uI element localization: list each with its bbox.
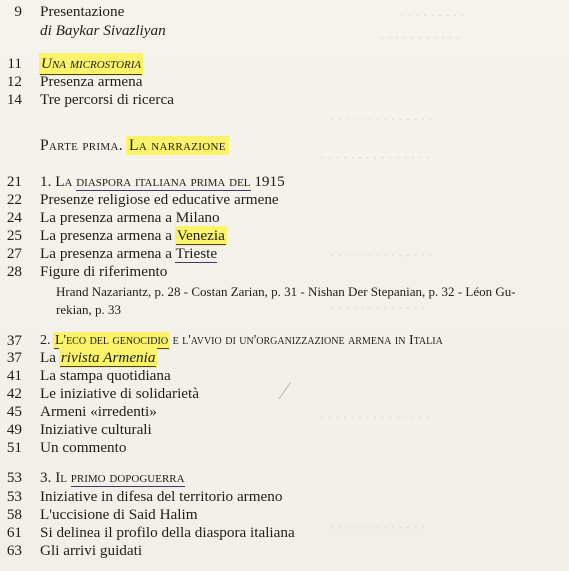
page-number: 24 <box>6 209 22 226</box>
page-number: 37 <box>6 332 22 349</box>
bleed-through-text: · · · · · · · · · · · · · · <box>330 248 433 263</box>
chapter-title-b: L'eco del genocidio <box>55 333 169 348</box>
part-heading <box>40 136 228 156</box>
entry-title: Tre percorsi di ricerca <box>40 91 174 108</box>
part-heading-prefix: Parte prima. <box>40 137 128 154</box>
toc-entry <box>0 541 569 561</box>
toc-entry <box>0 487 569 507</box>
page-number: 51 <box>6 439 22 456</box>
entry-title: Si delinea il profilo della diaspora italiana <box>40 524 295 541</box>
toc-chapter <box>0 468 569 488</box>
toc-entry <box>0 348 569 368</box>
chapter-title-b: primo dopoguerra <box>70 469 185 486</box>
toc-entry-author <box>0 21 569 41</box>
entry-title-a: La <box>40 349 60 366</box>
entry-title: Un commento <box>40 439 127 456</box>
bleed-through-text: · · · · · · · · · · · · · <box>330 300 426 315</box>
toc-entry <box>0 262 569 282</box>
toc-entry <box>0 438 569 458</box>
page-number: 12 <box>6 73 22 90</box>
toc-entry <box>0 2 569 22</box>
page-number: 37 <box>6 349 22 366</box>
entry-title: L'uccisione di Said Halim <box>40 506 198 523</box>
entry-title: Iniziative culturali <box>40 421 152 438</box>
entry-title: Gli arrivi guidati <box>40 542 143 559</box>
toc-entry <box>0 90 569 110</box>
toc-entry <box>0 402 569 422</box>
entry-title-a: La presenza armena a <box>40 245 176 262</box>
entry-title: Presentazione <box>40 3 125 20</box>
entry-title: Una microstoria <box>40 54 142 75</box>
page-number: 25 <box>6 227 22 244</box>
page-number: 22 <box>6 191 22 208</box>
page-number: 53 <box>6 469 22 486</box>
entry-title-b: Trieste <box>175 245 218 262</box>
entry-title: Figure di riferimento <box>40 263 168 280</box>
page-number: 21 <box>6 173 22 190</box>
page-number: 49 <box>6 421 22 438</box>
toc-entry <box>0 244 569 264</box>
toc-entry <box>0 505 569 525</box>
page-number: 9 <box>14 3 22 20</box>
pencil-mark-icon <box>276 380 294 402</box>
page-number: 45 <box>6 403 22 420</box>
bleed-through-text: · · · · · · · · · <box>400 8 465 23</box>
chapter-title-a: 3. Il <box>40 469 71 486</box>
toc-entry <box>0 190 569 210</box>
page-number: 14 <box>6 91 22 108</box>
entry-title: Armeni «irredenti» <box>40 403 157 420</box>
bleed-through-text: · · · · · · · · · · · · · · · <box>320 150 431 165</box>
entry-title-a: La presenza armena a <box>40 227 176 244</box>
entry-title: Iniziative in difesa del territorio armeno <box>40 488 283 505</box>
chapter-title-a: 2. <box>40 333 54 348</box>
page-number: 42 <box>6 385 22 402</box>
page-number: 53 <box>6 488 22 505</box>
entry-title-b: Venezia <box>176 227 225 244</box>
bleed-through-text: · · · · · · · · · · · · · <box>330 520 426 535</box>
entry-title <box>40 226 226 246</box>
entry-title: Presenze religiose ed educative armene <box>40 191 279 208</box>
page-number: 63 <box>6 542 22 559</box>
toc-chapter <box>0 172 569 192</box>
chapter-title-b: diaspora italiana prima del <box>76 173 251 190</box>
entry-title <box>40 348 156 368</box>
entry-author: di Baykar Sivazliyan <box>40 22 166 39</box>
toc-entry <box>0 208 569 228</box>
part-heading-title: La narrazione <box>129 137 226 154</box>
bleed-through-text: · · · · · · · · · · · <box>380 30 461 45</box>
toc-entry <box>0 54 569 74</box>
page-number: 27 <box>6 245 22 262</box>
page-number: 61 <box>6 524 22 541</box>
figures-list-continued: rekian, p. 33 <box>56 302 121 317</box>
page-number: 41 <box>6 367 22 384</box>
page-number: 11 <box>7 55 22 72</box>
bleed-through-text: · · · · · · · · · · · · · · · <box>320 410 431 425</box>
entry-title: La stampa quotidiana <box>40 367 171 384</box>
toc-entry <box>0 72 569 92</box>
entry-title <box>40 244 217 264</box>
chapter-title <box>40 468 185 488</box>
entry-title-b: rivista Armenia <box>60 349 156 366</box>
chapter-title-c: 1915 <box>250 173 285 190</box>
entry-title: La presenza armena a Milano <box>40 209 220 226</box>
entry-title: Presenza armena <box>40 73 143 90</box>
chapter-title <box>40 172 285 192</box>
chapter-title-a: 1. La <box>40 173 77 190</box>
toc-entry <box>0 226 569 246</box>
page-number: 28 <box>6 263 22 280</box>
toc-entry <box>0 420 569 440</box>
entry-title: Le iniziative di solidarietà <box>40 385 199 402</box>
figures-list: Hrand Nazariantz, p. 28 - Costan Zarian, p. 31 - Nishan Der Stepanian, p. 32 - Léon Gu- <box>56 284 516 299</box>
page-number: 58 <box>6 506 22 523</box>
chapter-title-c: e l'avvio di un'organizzazione armena in Italia <box>169 333 443 348</box>
bleed-through-text: · · · · · · · · · · · · · · <box>330 112 433 127</box>
toc-entry <box>0 523 569 543</box>
